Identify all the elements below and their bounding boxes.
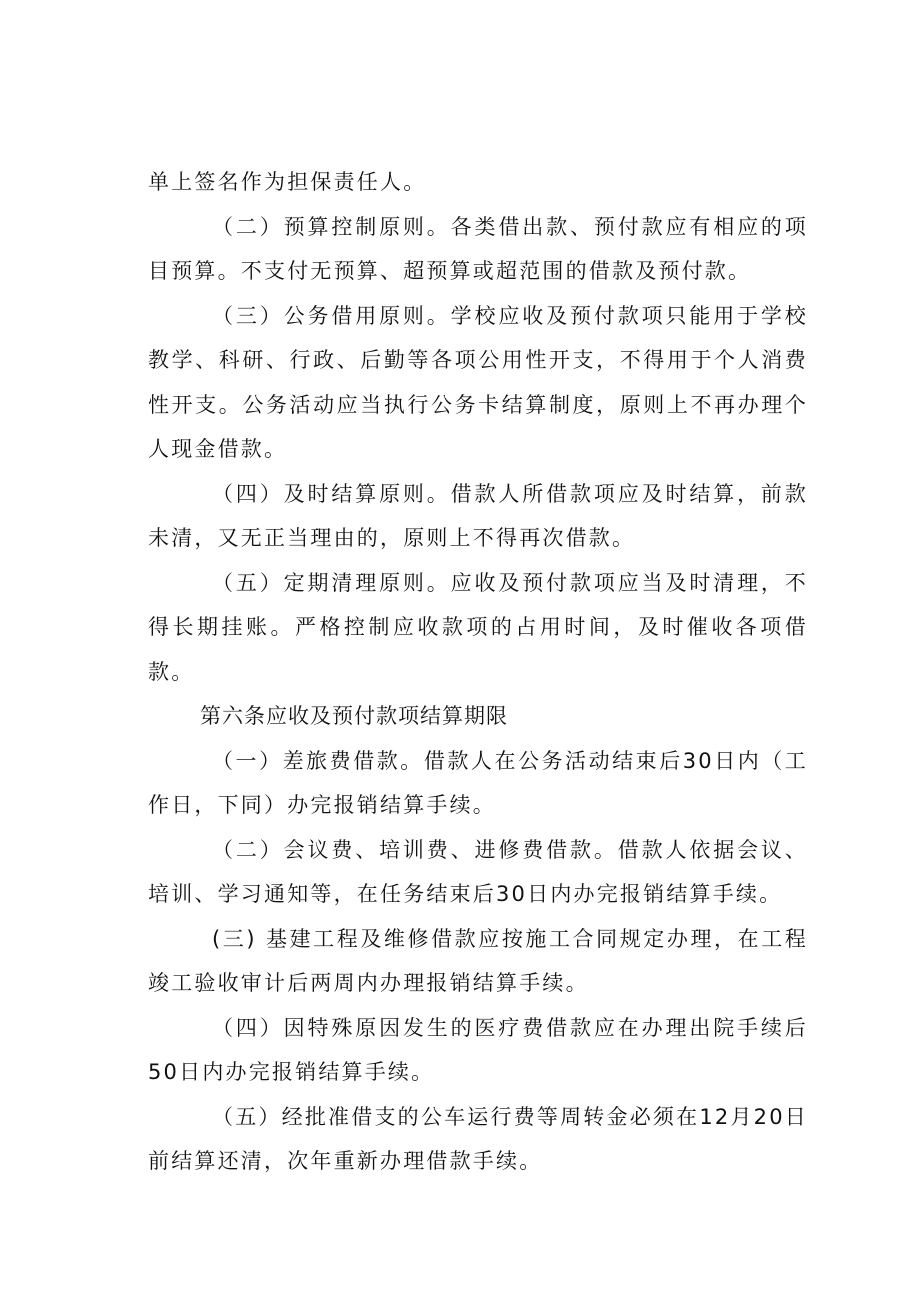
article-six-heading: 第六条应收及预付款项结算期限 <box>200 704 508 728</box>
document-body <box>148 160 808 1184</box>
paragraph-budget-control-principle: （二）预算控制原则。各类借出款、预付款应有相应的项目预算。不支付无预算、超预算或超范围的借款及预付款。 <box>148 214 808 283</box>
paragraph-medical-expense-loan: （四）因特殊原因发生的医疗费借款应在办理出院手续后50日内办完报销结算手续。 <box>148 1015 808 1084</box>
paragraph-meeting-training-loan: （二）会议费、培训费、进修费借款。借款人依据会议、培训、学习通知等，在任务结束后30日内办完报销结算手续。 <box>148 837 808 906</box>
paragraph-periodic-cleanup-principle: （五）定期清理原则。应收及预付款项应当及时清理，不得长期挂账。严格控制应收款项的占用时间，及时催收各项借款。 <box>148 570 808 684</box>
paragraph-official-use-principle: （三）公务借用原则。学校应收及预付款项只能用于学校教学、科研、行政、后勤等各项公用性开支，不得用于个人消费性开支。公务活动应当执行公务卡结算制度，原则上不再办理个人现金借款。 <box>148 303 808 461</box>
paragraph-revolving-fund-loan: （五）经批准借支的公车运行费等周转金必须在12月20日前结算还清，次年重新办理借款手续。 <box>148 1104 808 1173</box>
paragraph-travel-expense-loan: （一）差旅费借款。借款人在公务活动结束后30日内（工作日，下同）办完报销结算手续。 <box>148 748 808 817</box>
paragraph-timely-settlement-principle: （四）及时结算原则。借款人所借款项应及时结算，前款未清，又无正当理由的，原则上不得再次借款。 <box>148 481 808 550</box>
paragraph-construction-repair-loan: (三) 基建工程及维修借款应按施工合同规定办理，在工程竣工验收审计后两周内办理报销结算手续。 <box>148 926 808 995</box>
paragraph-guarantor-continuation: 单上签名作为担保责任人。 <box>148 170 427 194</box>
